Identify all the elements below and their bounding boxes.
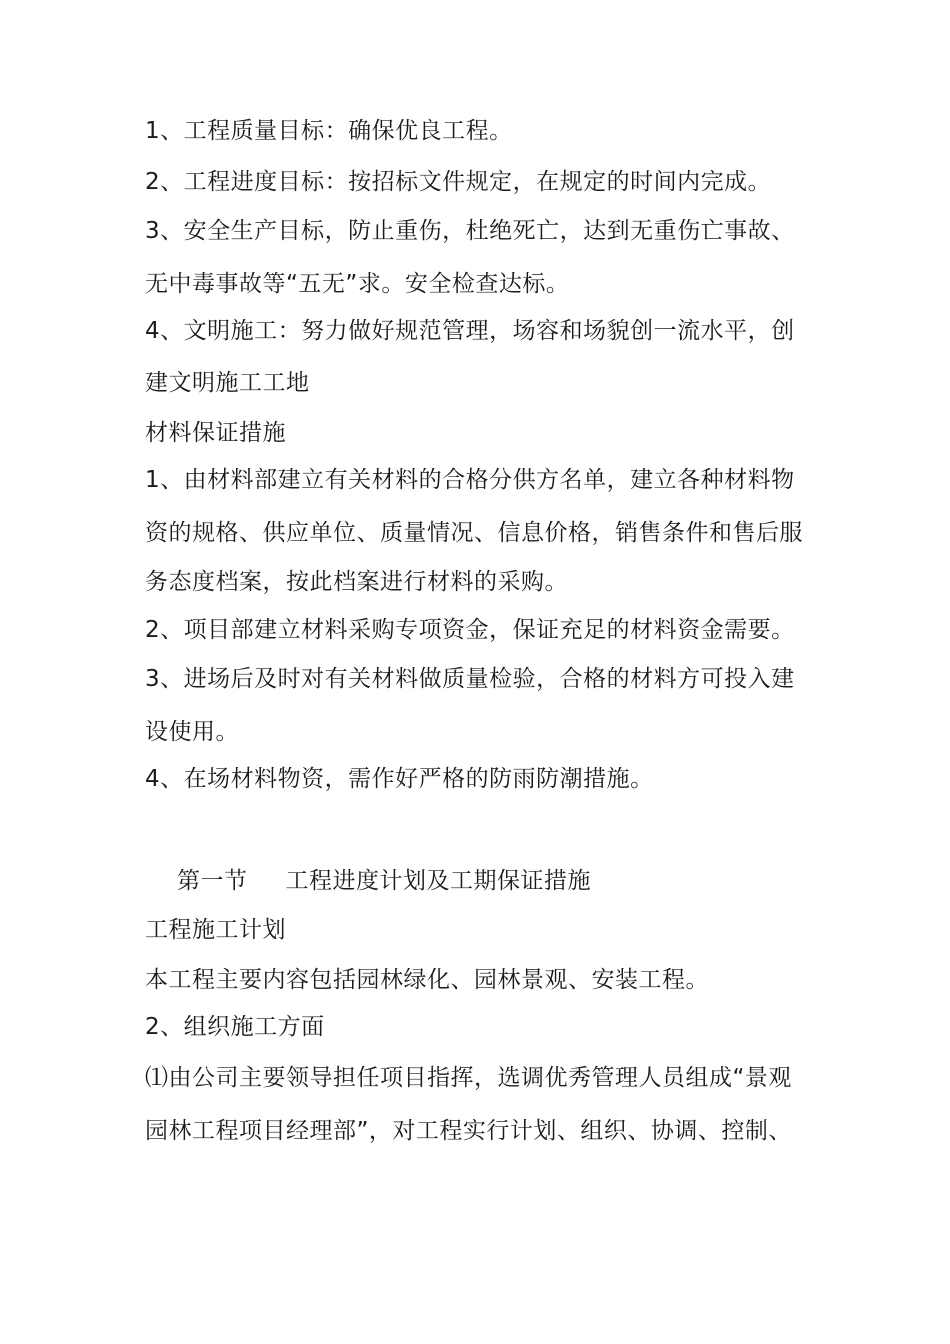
text-line: 1、由材料部建立有关材料的合格分供方名单，建立各种材料物 xyxy=(145,467,795,493)
text-line: 本工程主要内容包括园林绿化、园林景观、安装工程。 xyxy=(145,967,709,993)
section-title: 工程进度计划及工期保证措施 xyxy=(285,868,591,894)
text-line: 无中毒事故等“五无”求。安全检查达标。 xyxy=(145,271,570,297)
text-line: ⑴由公司主要领导担任项目指挥，选调优秀管理人员组成“景观 xyxy=(145,1065,792,1091)
text-line: 3、进场后及时对有关材料做质量检验，合格的材料方可投入建 xyxy=(145,666,795,692)
subheading: 材料保证措施 xyxy=(145,420,286,446)
subheading: 2、组织施工方面 xyxy=(145,1014,325,1040)
text-line: 3、安全生产目标，防止重伤，杜绝死亡，达到无重伤亡事故、 xyxy=(145,218,795,244)
section-number: 第一节 xyxy=(177,868,248,894)
text-line: 2、项目部建立材料采购专项资金，保证充足的材料资金需要。 xyxy=(145,617,795,643)
text-line: 资的规格、供应单位、质量情况、信息价格，销售条件和售后服 xyxy=(145,520,803,546)
subheading: 工程施工计划 xyxy=(145,917,286,943)
section-heading xyxy=(177,866,591,896)
text-line: 建文明施工工地 xyxy=(145,370,310,396)
text-line: 园林工程项目经理部”，对工程实行计划、组织、协调、控制、 xyxy=(145,1118,792,1144)
text-line: 2、工程进度目标：按招标文件规定，在规定的时间内完成。 xyxy=(145,169,772,195)
text-line: 4、在场材料物资，需作好严格的防雨防潮措施。 xyxy=(145,766,654,792)
text-line: 1、工程质量目标：确保优良工程。 xyxy=(145,118,513,144)
text-line: 务态度档案，按此档案进行材料的采购。 xyxy=(145,569,568,595)
text-line: 4、文明施工：努力做好规范管理，场容和场貌创一流水平，创 xyxy=(145,318,795,344)
text-line: 设使用。 xyxy=(145,719,239,745)
